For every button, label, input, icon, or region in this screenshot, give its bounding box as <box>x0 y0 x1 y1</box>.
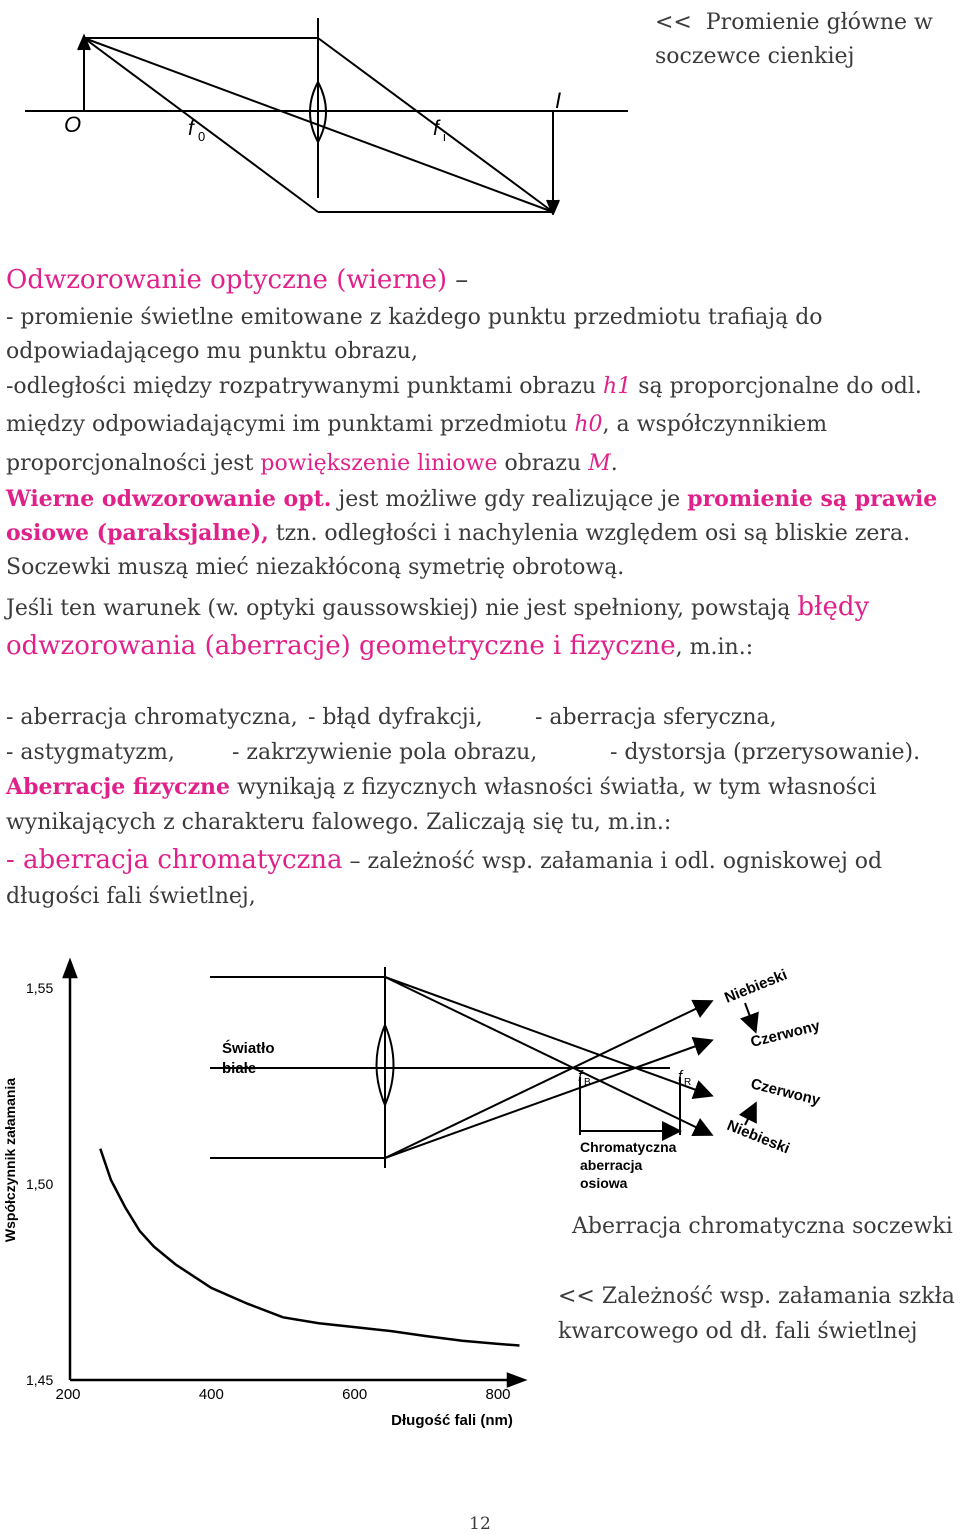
text-line-15: - aberracja chromatyczna – zależność wsp. załamania i odl. ogniskowej od <box>6 845 883 875</box>
fb-subscript: B <box>584 1077 591 1088</box>
red-bottom-label: Czerwony <box>749 1075 822 1110</box>
x-tick-label: 800 <box>485 1386 511 1403</box>
text-line-3: -odległości między rozpatrywanymi punktami obrazu h1 są proporcjonalne do odl. <box>6 374 922 399</box>
principal-rays-diagram <box>0 0 640 215</box>
text-line-7: osiowe (paraksjalne), tzn. odległości i nachylenia względem osi są bliskie zera. <box>6 520 911 546</box>
text-line-5: proporcjonalności jest powiększenie liniowe obrazu M. <box>6 451 618 476</box>
chromatic-aberration-diagram <box>200 955 840 1205</box>
aberration-list-a3: - aberracja sferyczna, <box>535 705 777 730</box>
text-line-2: odpowiadającego mu punktu obrazu, <box>6 339 418 364</box>
aberration-list-b3: - dystorsja (przerysowanie). <box>610 740 921 765</box>
graph-caption-line2: kwarcowego od dł. fali świetlnej <box>558 1319 918 1344</box>
x-axis-label: Długość fali (nm) <box>391 1412 513 1429</box>
fr-label: f <box>678 1068 683 1085</box>
text-line-8: Soczewki muszą mieć niezakłóconą symetrię obrotową. <box>6 555 625 580</box>
y-tick-label: 1,45 <box>26 1372 54 1388</box>
y-tick-label: 1,55 <box>26 980 54 996</box>
y-tick-label: 1,50 <box>26 1176 54 1192</box>
blue-top-label: Niebieski <box>722 966 790 1007</box>
y-axis-label: Współczynnik załamania <box>2 1077 18 1243</box>
text-line-14: wynikających z charakteru falowego. Zaliczają się tu, m.in.: <box>6 810 672 835</box>
top-note-line2: soczewce cienkiej <box>655 44 855 69</box>
top-note-line1: << Promienie główne w <box>655 10 933 35</box>
fb-label: f <box>578 1068 583 1085</box>
aberration-list-a2: - błąd dyfrakcji, <box>308 705 483 730</box>
text-line-16: długości fali świetlnej, <box>6 884 256 909</box>
image-label: I <box>555 88 562 113</box>
graph-caption-line1: << Zależność wsp. załamania szkła <box>558 1284 955 1309</box>
light-label-1: Światło <box>222 1040 275 1057</box>
object-label: O <box>64 112 82 137</box>
text-line-6: Wierne odwzorowanie opt. jest możliwe gdy realizujące je promienie są prawie <box>6 486 938 512</box>
x-tick-label: 200 <box>55 1386 81 1403</box>
back-arrow: << <box>655 10 692 35</box>
text-line-9: Jeśli ten warunek (w. optyki gaussowskiej) nie jest spełniony, powstają błędy <box>6 592 870 622</box>
aberration-list-b2: - zakrzywienie pola obrazu, <box>232 740 538 765</box>
light-label-2: białe <box>222 1060 257 1077</box>
fi-label: f <box>433 117 439 140</box>
section-heading: Odwzorowanie optyczne (wierne) – <box>6 265 469 295</box>
text-line-1: - promienie świetlne emitowane z każdego punktu przedmiotu trafiają do <box>6 305 823 330</box>
x-tick-label: 400 <box>198 1386 224 1403</box>
aberration-list-a1: - aberracja chromatyczna, <box>6 705 298 730</box>
fr-subscript: R <box>684 1077 692 1088</box>
axial-label-3: osiowa <box>580 1175 628 1191</box>
red-top-label: Czerwony <box>748 1017 822 1051</box>
page-number: 12 <box>469 1514 491 1534</box>
text-line-13: Aberracje fizyczne wynikają z fizycznych własności światła, w tym własności <box>6 774 877 800</box>
f0-subscript: 0 <box>198 129 206 144</box>
lens-caption: Aberracja chromatyczna soczewki <box>572 1214 953 1239</box>
axial-label-1: Chromatyczna <box>580 1139 677 1155</box>
f0-label: f <box>188 117 194 140</box>
text-line-10: odwzorowania (aberracje) geometryczne i fizyczne, m.in.: <box>6 631 754 661</box>
fi-subscript: i <box>443 129 446 144</box>
text-line-4: między odpowiadającymi im punktami przedmiotu h0, a współczynnikiem <box>6 412 828 437</box>
x-tick-label: 600 <box>342 1386 368 1403</box>
axial-label-2: aberracja <box>580 1157 643 1173</box>
aberration-list-b1: - astygmatyzm, <box>6 740 175 765</box>
blue-bottom-label: Niebieski <box>724 1116 792 1158</box>
